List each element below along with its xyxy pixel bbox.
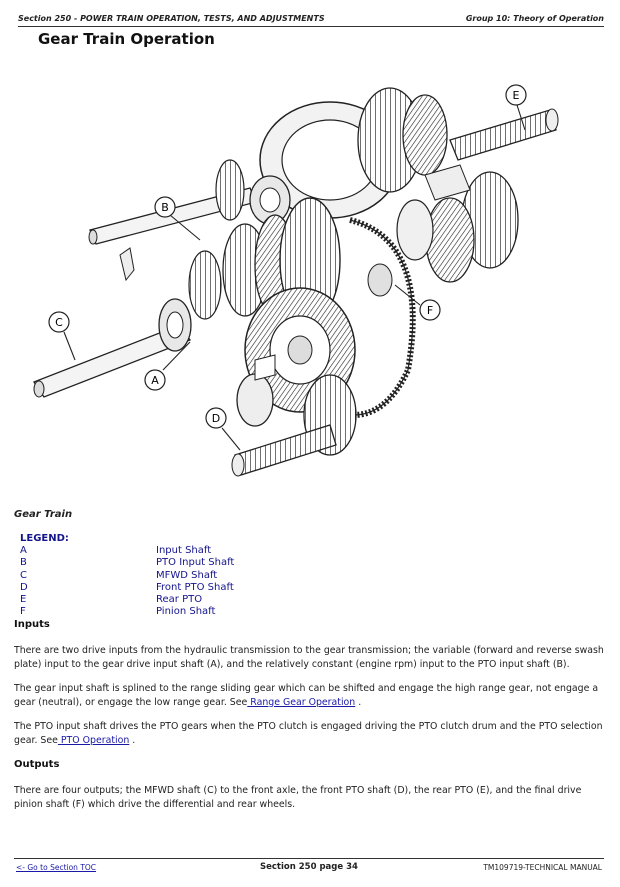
- page-title: Gear Train Operation: [38, 30, 215, 48]
- legend-key: F: [20, 606, 26, 618]
- legend: [20, 545, 320, 619]
- section-label: Section 250 - POWER TRAIN OPERATION, TESTS, AND ADJUSTMENTS: [18, 14, 325, 23]
- legend-heading: LEGEND:: [20, 533, 69, 544]
- inputs-paragraph-2-end: .: [355, 696, 362, 708]
- legend-item: [20, 594, 320, 606]
- callout-e-label: E: [512, 89, 520, 102]
- legend-label: Front PTO Shaft: [156, 581, 234, 593]
- callout-b-label: B: [161, 201, 169, 214]
- pto-operation-link[interactable]: PTO Operation: [57, 734, 130, 746]
- inputs-paragraph-2: [14, 682, 606, 709]
- inputs-paragraph-3-end: .: [129, 734, 136, 746]
- callout-c: [49, 312, 75, 360]
- range-gear-operation-link[interactable]: Range Gear Operation: [247, 696, 356, 708]
- legend-item: [20, 606, 320, 618]
- legend-item: [20, 557, 320, 569]
- legend-item: [20, 582, 320, 594]
- legend-label: PTO Input Shaft: [156, 557, 235, 569]
- inputs-paragraph-3: [14, 720, 606, 747]
- callout-d: [206, 408, 240, 450]
- inputs-paragraph-3-text: The PTO input shaft drives the PTO gears when the PTO clutch is engaged driving the PTO clutch drum and the PTO selection gear. See: [14, 721, 603, 746]
- legend-item: [20, 545, 320, 557]
- legend-label: MFWD Shaft: [156, 569, 218, 581]
- gear-train-illustration: [30, 70, 590, 490]
- legend-key: D: [20, 581, 28, 593]
- callout-c-label: C: [55, 316, 63, 329]
- legend-key: B: [20, 557, 27, 569]
- legend-label: Pinion Shaft: [156, 606, 216, 618]
- legend-label: Input Shaft: [156, 545, 212, 556]
- page-number: Section 250 page 34: [260, 862, 358, 872]
- inputs-paragraph-2-text: The gear input shaft is splined to the range sliding gear which can be shifted and engage the high range gear, not engage a gear (neutral), or engage the low range gear. See: [14, 683, 599, 708]
- outputs-heading: Outputs: [14, 759, 60, 770]
- shaft-d: [232, 425, 336, 476]
- inputs-heading: Inputs: [14, 619, 50, 630]
- outputs-paragraph-1: There are four outputs; the MFWD shaft (C) to the front axle, the front PTO shaft (D), the rear PTO (E), and the final drive pinion shaft (F) which drive the differential and rear wheels.: [14, 785, 582, 810]
- callout-f-label: F: [426, 304, 434, 317]
- inputs-paragraph-1: There are two drive inputs from the hydraulic transmission to the gear transmission; the variable (forward and reverse swash plate) input to the gear drive input shaft (A), and the relatively constant (engine rpm) input to the PTO input shaft (B).: [14, 645, 604, 670]
- manual-id: TM109719-TECHNICAL MANUAL: [483, 863, 602, 872]
- go-to-section-toc-link[interactable]: <- Go to Section TOC: [16, 863, 97, 872]
- legend-item: [20, 570, 320, 582]
- callout-a-label: A: [151, 374, 159, 387]
- legend-label: Rear PTO: [156, 594, 203, 606]
- page-footer: [14, 858, 604, 873]
- legend-key: E: [20, 594, 27, 606]
- callout-f: [395, 285, 440, 320]
- page-header: [18, 12, 604, 27]
- shaft-e: [450, 109, 558, 160]
- figure-caption: Gear Train: [14, 509, 73, 520]
- legend-key: A: [20, 545, 27, 556]
- callout-d-label: D: [211, 412, 221, 425]
- group-label: Group 10: Theory of Operation: [465, 14, 604, 23]
- legend-key: C: [20, 569, 27, 581]
